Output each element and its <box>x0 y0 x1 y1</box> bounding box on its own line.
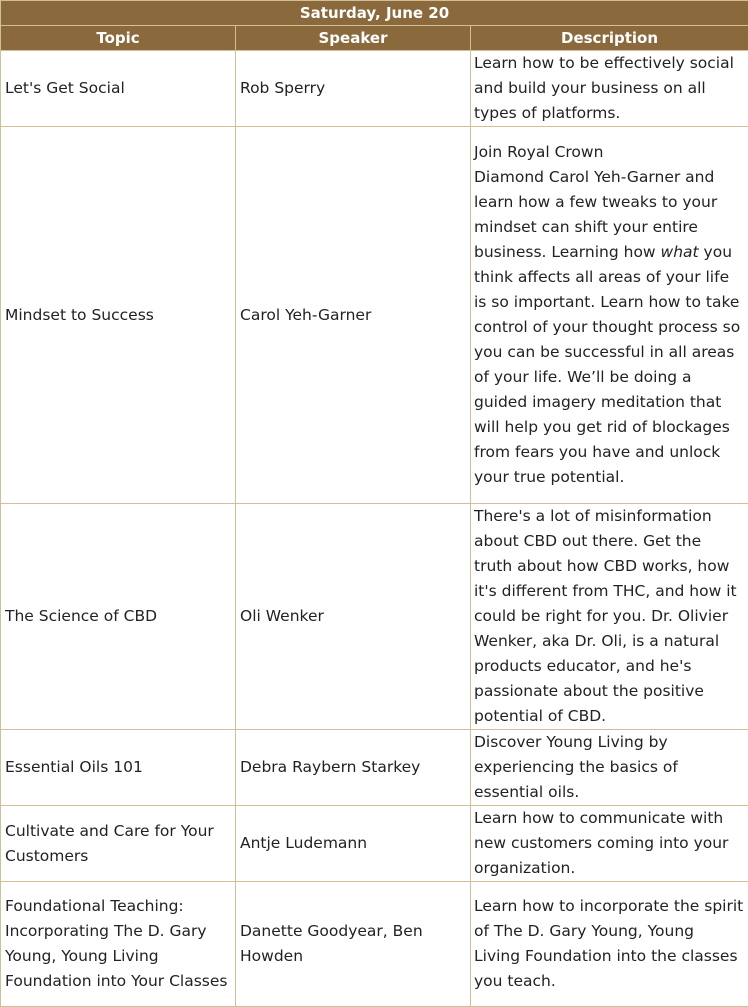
title-row <box>1 1 748 26</box>
topic-cell: Mindset to Success <box>1 127 236 504</box>
description-header: Description <box>471 26 748 51</box>
table-row <box>1 882 748 1007</box>
description-emphasis: what <box>661 243 699 261</box>
speaker-cell: Antje Ludemann <box>236 806 471 882</box>
description-cell: Discover Young Living by experiencing the basics of essential oils. <box>471 730 748 806</box>
description-cell <box>471 127 748 504</box>
speaker-cell: Danette Goodyear, Ben Howden <box>236 882 471 1007</box>
table-row <box>1 806 748 882</box>
description-text: Diamond Carol Yeh-Garner and learn how a few tweaks to your mindset can shift your entire business. Learning how <box>474 168 717 261</box>
topic-cell: Cultivate and Care for Your Customers <box>1 806 236 882</box>
table-row <box>1 730 748 806</box>
table-row <box>1 127 748 504</box>
speaker-cell: Oli Wenker <box>236 504 471 730</box>
description-cell: Learn how to be effectively social and build your business on all types of platforms. <box>471 51 748 127</box>
header-row <box>1 26 748 51</box>
speaker-cell: Debra Raybern Starkey <box>236 730 471 806</box>
description-cell: Learn how to communicate with new customers coming into your organization. <box>471 806 748 882</box>
topic-cell: Essential Oils 101 <box>1 730 236 806</box>
description-text: you think affects all areas of your life is so important. Learn how to take control of your thought process so you can be successful in all areas of your life. We’ll be doing a guided imagery meditation that will help you get rid of blockages from fears you have and unlock your true potential. <box>474 243 740 486</box>
speaker-cell: Carol Yeh-Garner <box>236 127 471 504</box>
topic-cell: Foundational Teaching: Incorporating The D. Gary Young, Young Living Foundation into Your Classes <box>1 882 236 1007</box>
topic-header: Topic <box>1 26 236 51</box>
table-row <box>1 504 748 730</box>
topic-cell: The Science of CBD <box>1 504 236 730</box>
description-cell: Learn how to incorporate the spirit of The D. Gary Young, Young Living Foundation into the classes you teach. <box>471 882 748 1007</box>
description-cell: There's a lot of misinformation about CBD out there. Get the truth about how CBD works, how it's different from THC, and how it could be right for you. Dr. Olivier Wenker, aka Dr. Oli, is a natural products educator, and he's passionate about the positive potential of CBD. <box>471 504 748 730</box>
speaker-cell: Rob Sperry <box>236 51 471 127</box>
speaker-header: Speaker <box>236 26 471 51</box>
table-row <box>1 51 748 127</box>
description-first-line: Join Royal Crown <box>474 140 744 165</box>
table-title: Saturday, June 20 <box>1 1 748 26</box>
topic-cell: Let's Get Social <box>1 51 236 127</box>
